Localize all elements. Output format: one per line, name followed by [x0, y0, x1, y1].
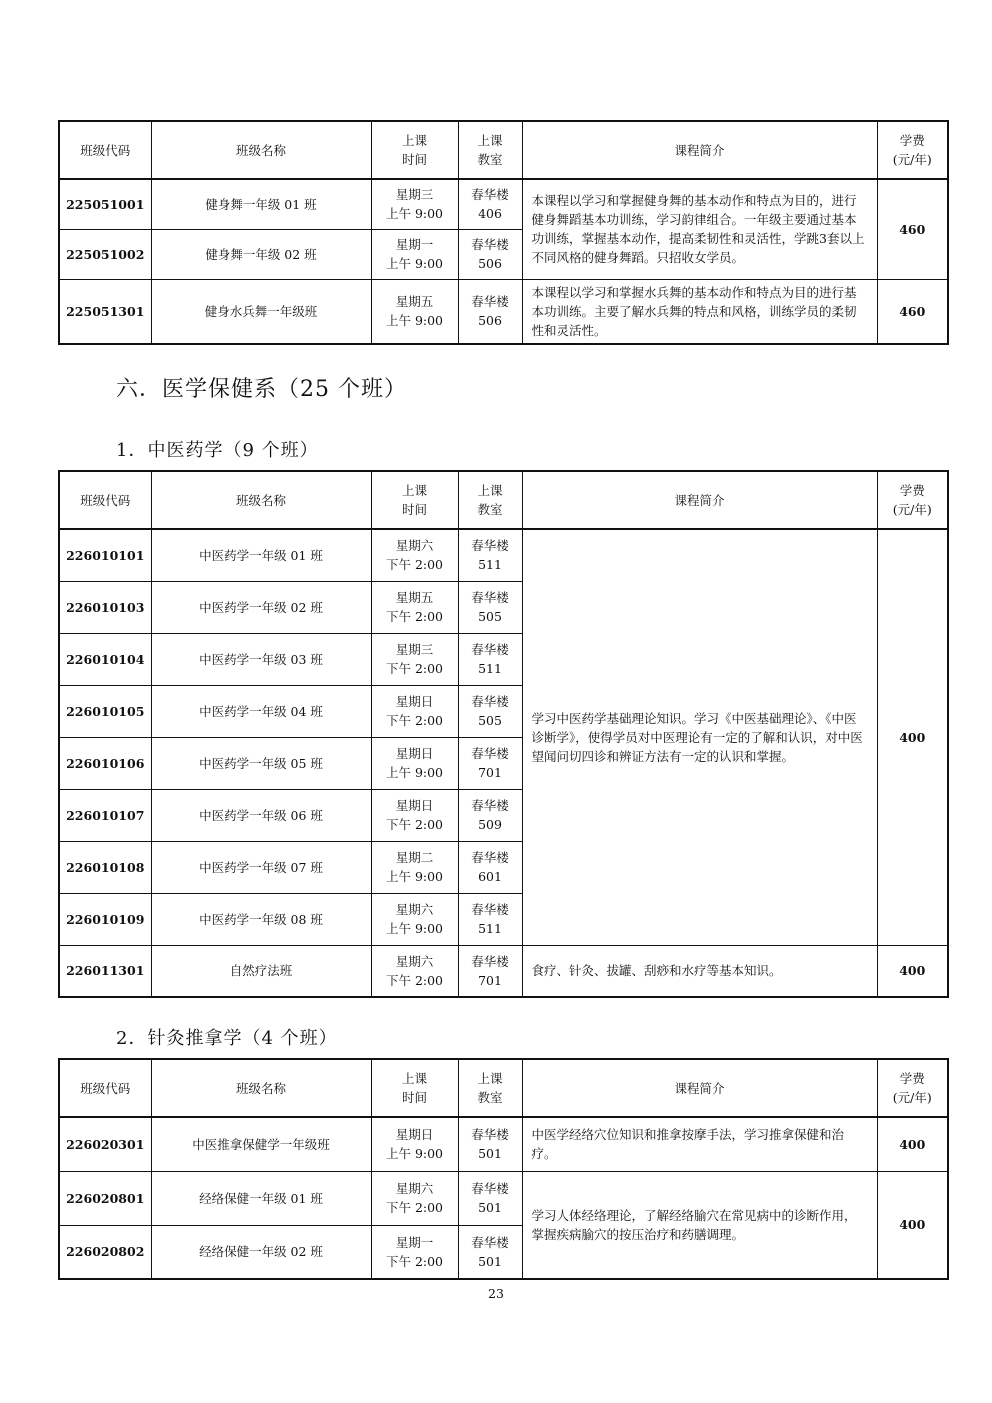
class-room: 春华楼 501: [458, 1225, 522, 1279]
class-room: 春华楼 601: [458, 841, 522, 893]
class-time: 星期二 上午 9:00: [371, 841, 458, 893]
class-code: 225051001: [59, 179, 151, 229]
course-intro: 学习中医药学基础理论知识。学习《中医基础理论》、《中医诊断学》，使得学员对中医理论有一定的了解和认识，对中医望闻问切四诊和辨证方法有一定的认识和掌握。: [522, 529, 877, 945]
table-row: [59, 1117, 948, 1171]
class-name: 中医推拿保健学一年级班: [151, 1117, 371, 1171]
class-code: 226010101: [59, 529, 151, 581]
class-name: 中医药学一年级 02 班: [151, 581, 371, 633]
header-time: 上课 时间: [371, 471, 458, 529]
class-name: 中医药学一年级 05 班: [151, 737, 371, 789]
class-time: 星期日 上午 9:00: [371, 1117, 458, 1171]
class-name: 中医药学一年级 01 班: [151, 529, 371, 581]
class-name: 经络保健一年级 02 班: [151, 1225, 371, 1279]
class-name: 中医药学一年级 08 班: [151, 893, 371, 945]
class-name: 中医药学一年级 07 班: [151, 841, 371, 893]
table-row: [59, 529, 948, 581]
header-fee: 学费 (元/年): [877, 121, 948, 179]
tuition-fee: 400: [877, 529, 948, 945]
page-number: 23: [488, 1286, 504, 1301]
table-row: [59, 279, 948, 344]
tuition-fee: 460: [877, 279, 948, 344]
header-time: 上课 时间: [371, 1059, 458, 1117]
class-room: 春华楼 511: [458, 893, 522, 945]
course-table-tcm: [58, 470, 949, 998]
header-class-name: 班级名称: [151, 121, 371, 179]
course-intro: 中医学经络穴位知识和推拿按摩手法，学习推拿保健和治疗。: [522, 1117, 877, 1171]
class-room: 春华楼 701: [458, 945, 522, 997]
class-time: 星期六 下午 2:00: [371, 529, 458, 581]
class-code: 226010104: [59, 633, 151, 685]
class-code: 226010108: [59, 841, 151, 893]
course-intro: 食疗、针灸、拔罐、刮痧和水疗等基本知识。: [522, 945, 877, 997]
class-time: 星期一 下午 2:00: [371, 1225, 458, 1279]
class-code: 226010106: [59, 737, 151, 789]
class-code: 225051002: [59, 229, 151, 279]
class-time: 星期六 上午 9:00: [371, 893, 458, 945]
class-name: 自然疗法班: [151, 945, 371, 997]
header-intro: 课程简介: [522, 121, 877, 179]
class-room: 春华楼 509: [458, 789, 522, 841]
header-room: 上课 教室: [458, 471, 522, 529]
class-name: 健身水兵舞一年级班: [151, 279, 371, 344]
class-time: 星期六 下午 2:00: [371, 945, 458, 997]
course-table-dance: [58, 120, 949, 345]
course-intro: 本课程以学习和掌握水兵舞的基本动作和特点为目的进行基本功训练。主要了解水兵舞的特点和风格，训练学员的柔韧性和灵活性。: [522, 279, 877, 344]
class-time: 星期三 下午 2:00: [371, 633, 458, 685]
course-intro: 本课程以学习和掌握健身舞的基本动作和特点为目的，进行健身舞蹈基本功训练，学习韵律组合。一年级主要通过基本功训练，掌握基本动作，提高柔韧性和灵活性，学跳3套以上不同风格的健身舞蹈。只招收女学员。: [522, 179, 877, 279]
class-code: 226010105: [59, 685, 151, 737]
header-class-code: 班级代码: [59, 1059, 151, 1117]
section-title: 六．医学保健系（25 个班）: [116, 377, 407, 402]
class-room: 春华楼 406: [458, 179, 522, 229]
class-time: 星期一 上午 9:00: [371, 229, 458, 279]
class-code: 226010109: [59, 893, 151, 945]
class-code: 226020301: [59, 1117, 151, 1171]
table-row: [59, 1171, 948, 1225]
header-intro: 课程简介: [522, 1059, 877, 1117]
class-code: 226010103: [59, 581, 151, 633]
class-time: 星期日 下午 2:00: [371, 685, 458, 737]
header-class-name: 班级名称: [151, 1059, 371, 1117]
class-time: 星期日 上午 9:00: [371, 737, 458, 789]
tuition-fee: 400: [877, 945, 948, 997]
class-time: 星期日 下午 2:00: [371, 789, 458, 841]
class-time: 星期六 下午 2:00: [371, 1171, 458, 1225]
class-time: 星期五 上午 9:00: [371, 279, 458, 344]
header-intro: 课程简介: [522, 471, 877, 529]
header-fee: 学费 (元/年): [877, 1059, 948, 1117]
class-room: 春华楼 506: [458, 279, 522, 344]
header-time: 上课 时间: [371, 121, 458, 179]
header-fee: 学费 (元/年): [877, 471, 948, 529]
table-row: [59, 179, 948, 229]
class-name: 健身舞一年级 01 班: [151, 179, 371, 229]
class-room: 春华楼 501: [458, 1171, 522, 1225]
subsection-title-tcm: 1．中医药学（9 个班）: [116, 440, 319, 461]
header-room: 上课 教室: [458, 121, 522, 179]
class-code: 226020801: [59, 1171, 151, 1225]
class-room: 春华楼 701: [458, 737, 522, 789]
class-name: 中医药学一年级 04 班: [151, 685, 371, 737]
class-time: 星期三 上午 9:00: [371, 179, 458, 229]
class-code: 226011301: [59, 945, 151, 997]
header-class-code: 班级代码: [59, 471, 151, 529]
class-name: 中医药学一年级 06 班: [151, 789, 371, 841]
header-class-code: 班级代码: [59, 121, 151, 179]
header-room: 上课 教室: [458, 1059, 522, 1117]
class-room: 春华楼 511: [458, 633, 522, 685]
subsection-title-acupuncture: 2．针灸推拿学（4 个班）: [116, 1028, 338, 1049]
tuition-fee: 400: [877, 1171, 948, 1279]
class-room: 春华楼 505: [458, 581, 522, 633]
class-room: 春华楼 505: [458, 685, 522, 737]
table-row: [59, 945, 948, 997]
tuition-fee: 400: [877, 1117, 948, 1171]
class-time: 星期五 下午 2:00: [371, 581, 458, 633]
class-code: 226020802: [59, 1225, 151, 1279]
class-code: 226010107: [59, 789, 151, 841]
course-intro: 学习人体经络理论，了解经络腧穴在常见病中的诊断作用，掌握疾病腧穴的按压治疗和药膳调理。: [522, 1171, 877, 1279]
class-name: 中医药学一年级 03 班: [151, 633, 371, 685]
class-room: 春华楼 511: [458, 529, 522, 581]
header-class-name: 班级名称: [151, 471, 371, 529]
class-name: 健身舞一年级 02 班: [151, 229, 371, 279]
class-code: 225051301: [59, 279, 151, 344]
class-name: 经络保健一年级 01 班: [151, 1171, 371, 1225]
tuition-fee: 460: [877, 179, 948, 279]
class-room: 春华楼 501: [458, 1117, 522, 1171]
class-room: 春华楼 506: [458, 229, 522, 279]
course-table-acupuncture: [58, 1058, 949, 1280]
